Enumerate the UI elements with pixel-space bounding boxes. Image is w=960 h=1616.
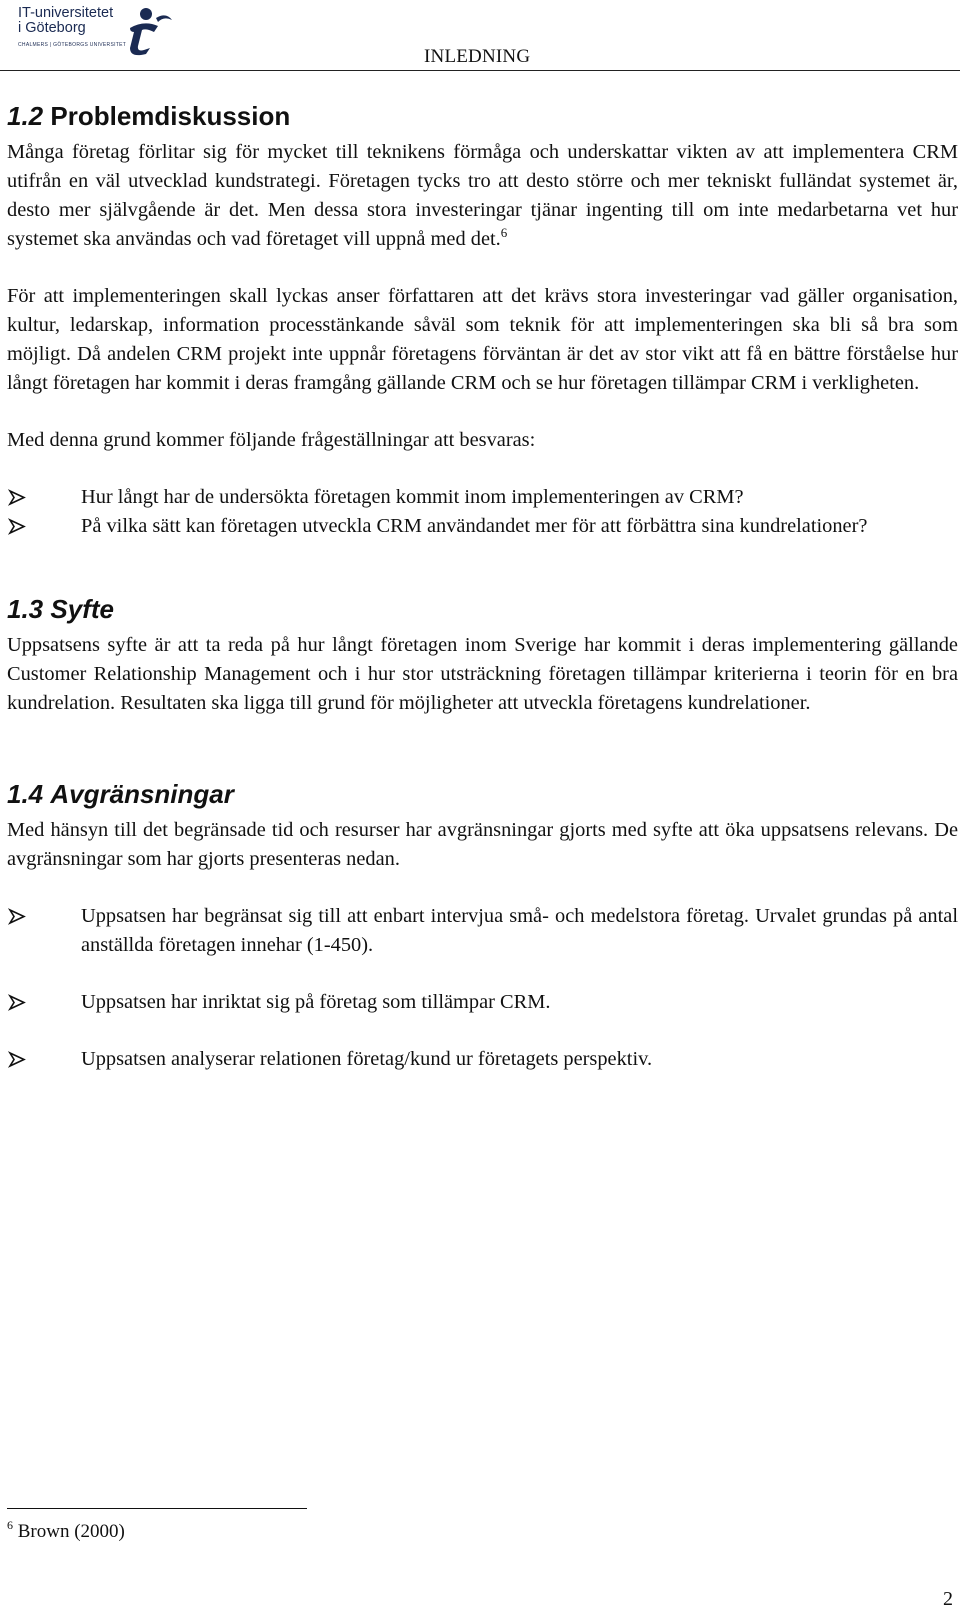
list-item-text: Uppsatsen har inriktat sig på företag som tillämpar CRM.	[81, 991, 551, 1013]
running-head: INLEDNING	[424, 46, 531, 67]
list-item-text: Hur långt har de undersökta företagen kommit inom implementeringen av CRM?	[81, 486, 744, 508]
logo-line1: IT-universitetet	[18, 5, 114, 21]
section-number: 1.3	[7, 594, 44, 624]
delimitation-list	[7, 902, 958, 1074]
paragraph-text: Många företag förlitar sig för mycket till teknikens förmåga och underskattar vikten av att implementera CRM utifrån en väl utvecklad kundstrategi. Företagen tycks tro att desto större och mer tekniskt fulländat systemet är, desto mer självgående är det. Men dessa stora investeringar tjänar ingenting till om inte medarbetarna vet hur systemet ska användas och vad företaget vill uppnå med det.	[7, 141, 958, 250]
paragraph: Med denna grund kommer följande frågeställningar att besvaras:	[7, 429, 536, 451]
logo-line2: i Göteborg	[18, 20, 86, 36]
list-item-text: På vilka sätt kan företagen utveckla CRM användandet mer för att förbättra sina kundrelationer?	[81, 515, 868, 537]
arrow-bullet-icon	[7, 512, 31, 541]
list-item	[7, 512, 958, 541]
footnote-text: Brown (2000)	[17, 1521, 125, 1542]
university-logo	[18, 6, 178, 56]
header-rule	[0, 70, 960, 71]
footnote-ref: 6	[500, 225, 508, 240]
list-item	[7, 1045, 958, 1074]
list-item	[7, 483, 958, 512]
logo-small-text: CHALMERS | GÖTEBORGS UNIVERSITET	[18, 42, 127, 48]
section-title: Syfte	[50, 594, 114, 624]
list-item	[7, 988, 958, 1017]
section-number: 1.2	[7, 101, 44, 131]
list-item-text: Uppsatsen har begränsat sig till att enbart intervjua små- och medelstora företag. Urvalet grundas på antal anställda företagen innehar (1-450).	[81, 905, 958, 956]
paragraph: Uppsatsens syfte är att ta reda på hur långt företagen inom Sverige har kommit i deras implementering gällande Customer Relationship Management och i hur stor utsträckning företagen tillämpar kriterierna i teorin för en bra kundrelation. Resultaten ska ligga till grund för möjligheter att utveckla företagens kundrelationer.	[7, 634, 958, 714]
arrow-bullet-icon	[7, 902, 31, 931]
arrow-bullet-icon	[7, 1045, 31, 1074]
footnote	[7, 1518, 125, 1543]
section-number: 1.4	[7, 779, 44, 809]
list-item	[7, 902, 958, 960]
section-heading-1-4	[7, 772, 958, 816]
question-list	[7, 483, 958, 541]
logo-i-mark-icon	[116, 6, 174, 56]
paragraph: Med hänsyn till det begränsade tid och resurser har avgränsningar gjorts med syfte att öka uppsatsens relevans. De avgränsningar som har gjorts presenteras nedan.	[7, 819, 958, 870]
section-heading-1-2	[7, 94, 958, 138]
list-item-text: Uppsatsen analyserar relationen företag/kund ur företagets perspektiv.	[81, 1048, 653, 1070]
section-title: Avgränsningar	[50, 779, 234, 809]
paragraph: För att implementeringen skall lyckas anser författaren att det krävs stora investeringar vad gäller organisation, kultur, ledarskap, information processtänkande såväl som teknik för att implementeringen ska bli så bra som möjligt. Då andelen CRM projekt inte uppnår företagens förväntan är det av stor vikt att få en bättre förståelse hur långt företagen har kommit i deras framgång gällande CRM och se hur företagen tillämpar CRM i verkligheten.	[7, 285, 958, 394]
arrow-bullet-icon	[7, 988, 31, 1017]
section-heading-1-3	[7, 587, 958, 631]
document-body	[7, 92, 958, 1074]
footnote-rule	[7, 1508, 307, 1509]
paragraph	[7, 138, 958, 254]
page-header	[0, 0, 960, 74]
footnote-number: 6	[7, 1518, 13, 1532]
page-number: 2	[943, 1588, 953, 1610]
section-title: Problemdiskussion	[50, 101, 291, 131]
arrow-bullet-icon	[7, 483, 31, 512]
